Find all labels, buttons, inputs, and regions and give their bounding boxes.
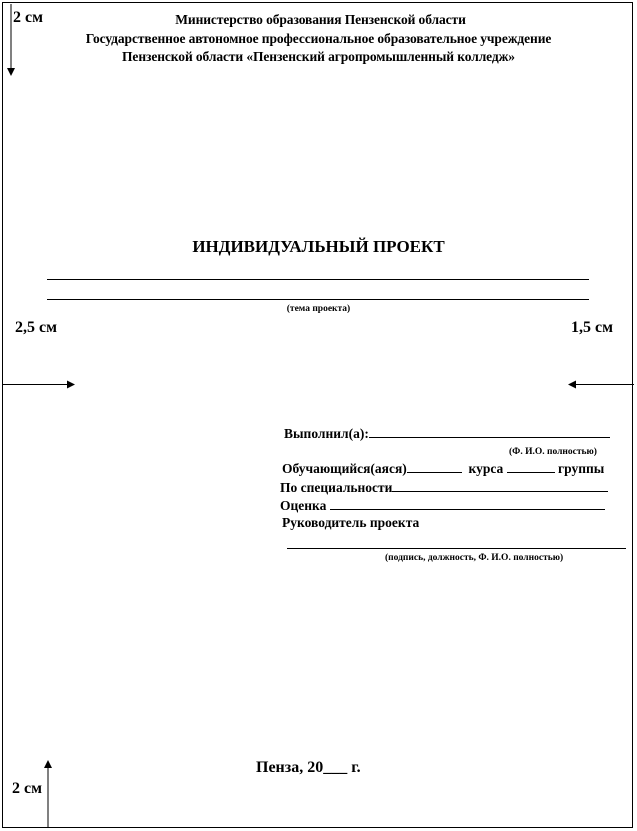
completed-by-row <box>284 425 610 442</box>
specialty-label: По специальности <box>280 480 393 495</box>
left-margin-label: 2,5 см <box>15 319 57 336</box>
course-label: курса <box>468 461 504 476</box>
header-college: Пензенской области «Пензенский агропромышленный колледж» <box>122 49 515 64</box>
specialty-blank <box>392 479 608 492</box>
student-row <box>282 460 604 477</box>
right-margin-arrow-icon <box>568 380 634 389</box>
bottom-margin-label: 2 см <box>12 780 42 797</box>
page-title: ИНДИВИДУАЛЬНЫЙ ПРОЕКТ <box>192 237 445 256</box>
left-margin-arrow-icon <box>3 380 75 389</box>
city-year: Пенза, 20___ г. <box>256 759 361 776</box>
page-frame <box>2 2 633 828</box>
signature-caption: (подпись, должность, Ф. И.О. полностью) <box>385 553 564 563</box>
group-blank <box>507 460 555 473</box>
header-institution: Государственное автономное профессиональное образовательное учреждение <box>85 31 552 46</box>
topic-caption: (тема проекта) <box>286 304 351 314</box>
right-margin-label: 1,5 см <box>571 319 613 336</box>
specialty-row <box>280 479 608 496</box>
supervisor-row <box>282 515 419 531</box>
course-blank <box>407 460 462 473</box>
student-label: Обучающийся(аяся) <box>282 461 407 476</box>
group-label: группы <box>558 461 605 476</box>
header-ministry: Министерство образования Пензенской области <box>175 12 466 27</box>
grade-label: Оценка <box>280 498 327 513</box>
supervisor-label: Руководитель проекта <box>282 515 420 530</box>
grade-row <box>280 497 605 514</box>
fio-caption: (Ф. И.О. полностью) <box>509 447 597 457</box>
grade-blank <box>330 497 605 510</box>
topic-line-1 <box>47 279 589 280</box>
signature-line <box>287 548 626 549</box>
topic-line-2 <box>47 299 589 300</box>
completed-by-blank <box>369 425 610 438</box>
completed-by-label: Выполнил(а): <box>284 426 369 441</box>
bottom-margin-arrow-icon <box>44 760 52 828</box>
top-margin-label: 2 см <box>13 9 43 26</box>
